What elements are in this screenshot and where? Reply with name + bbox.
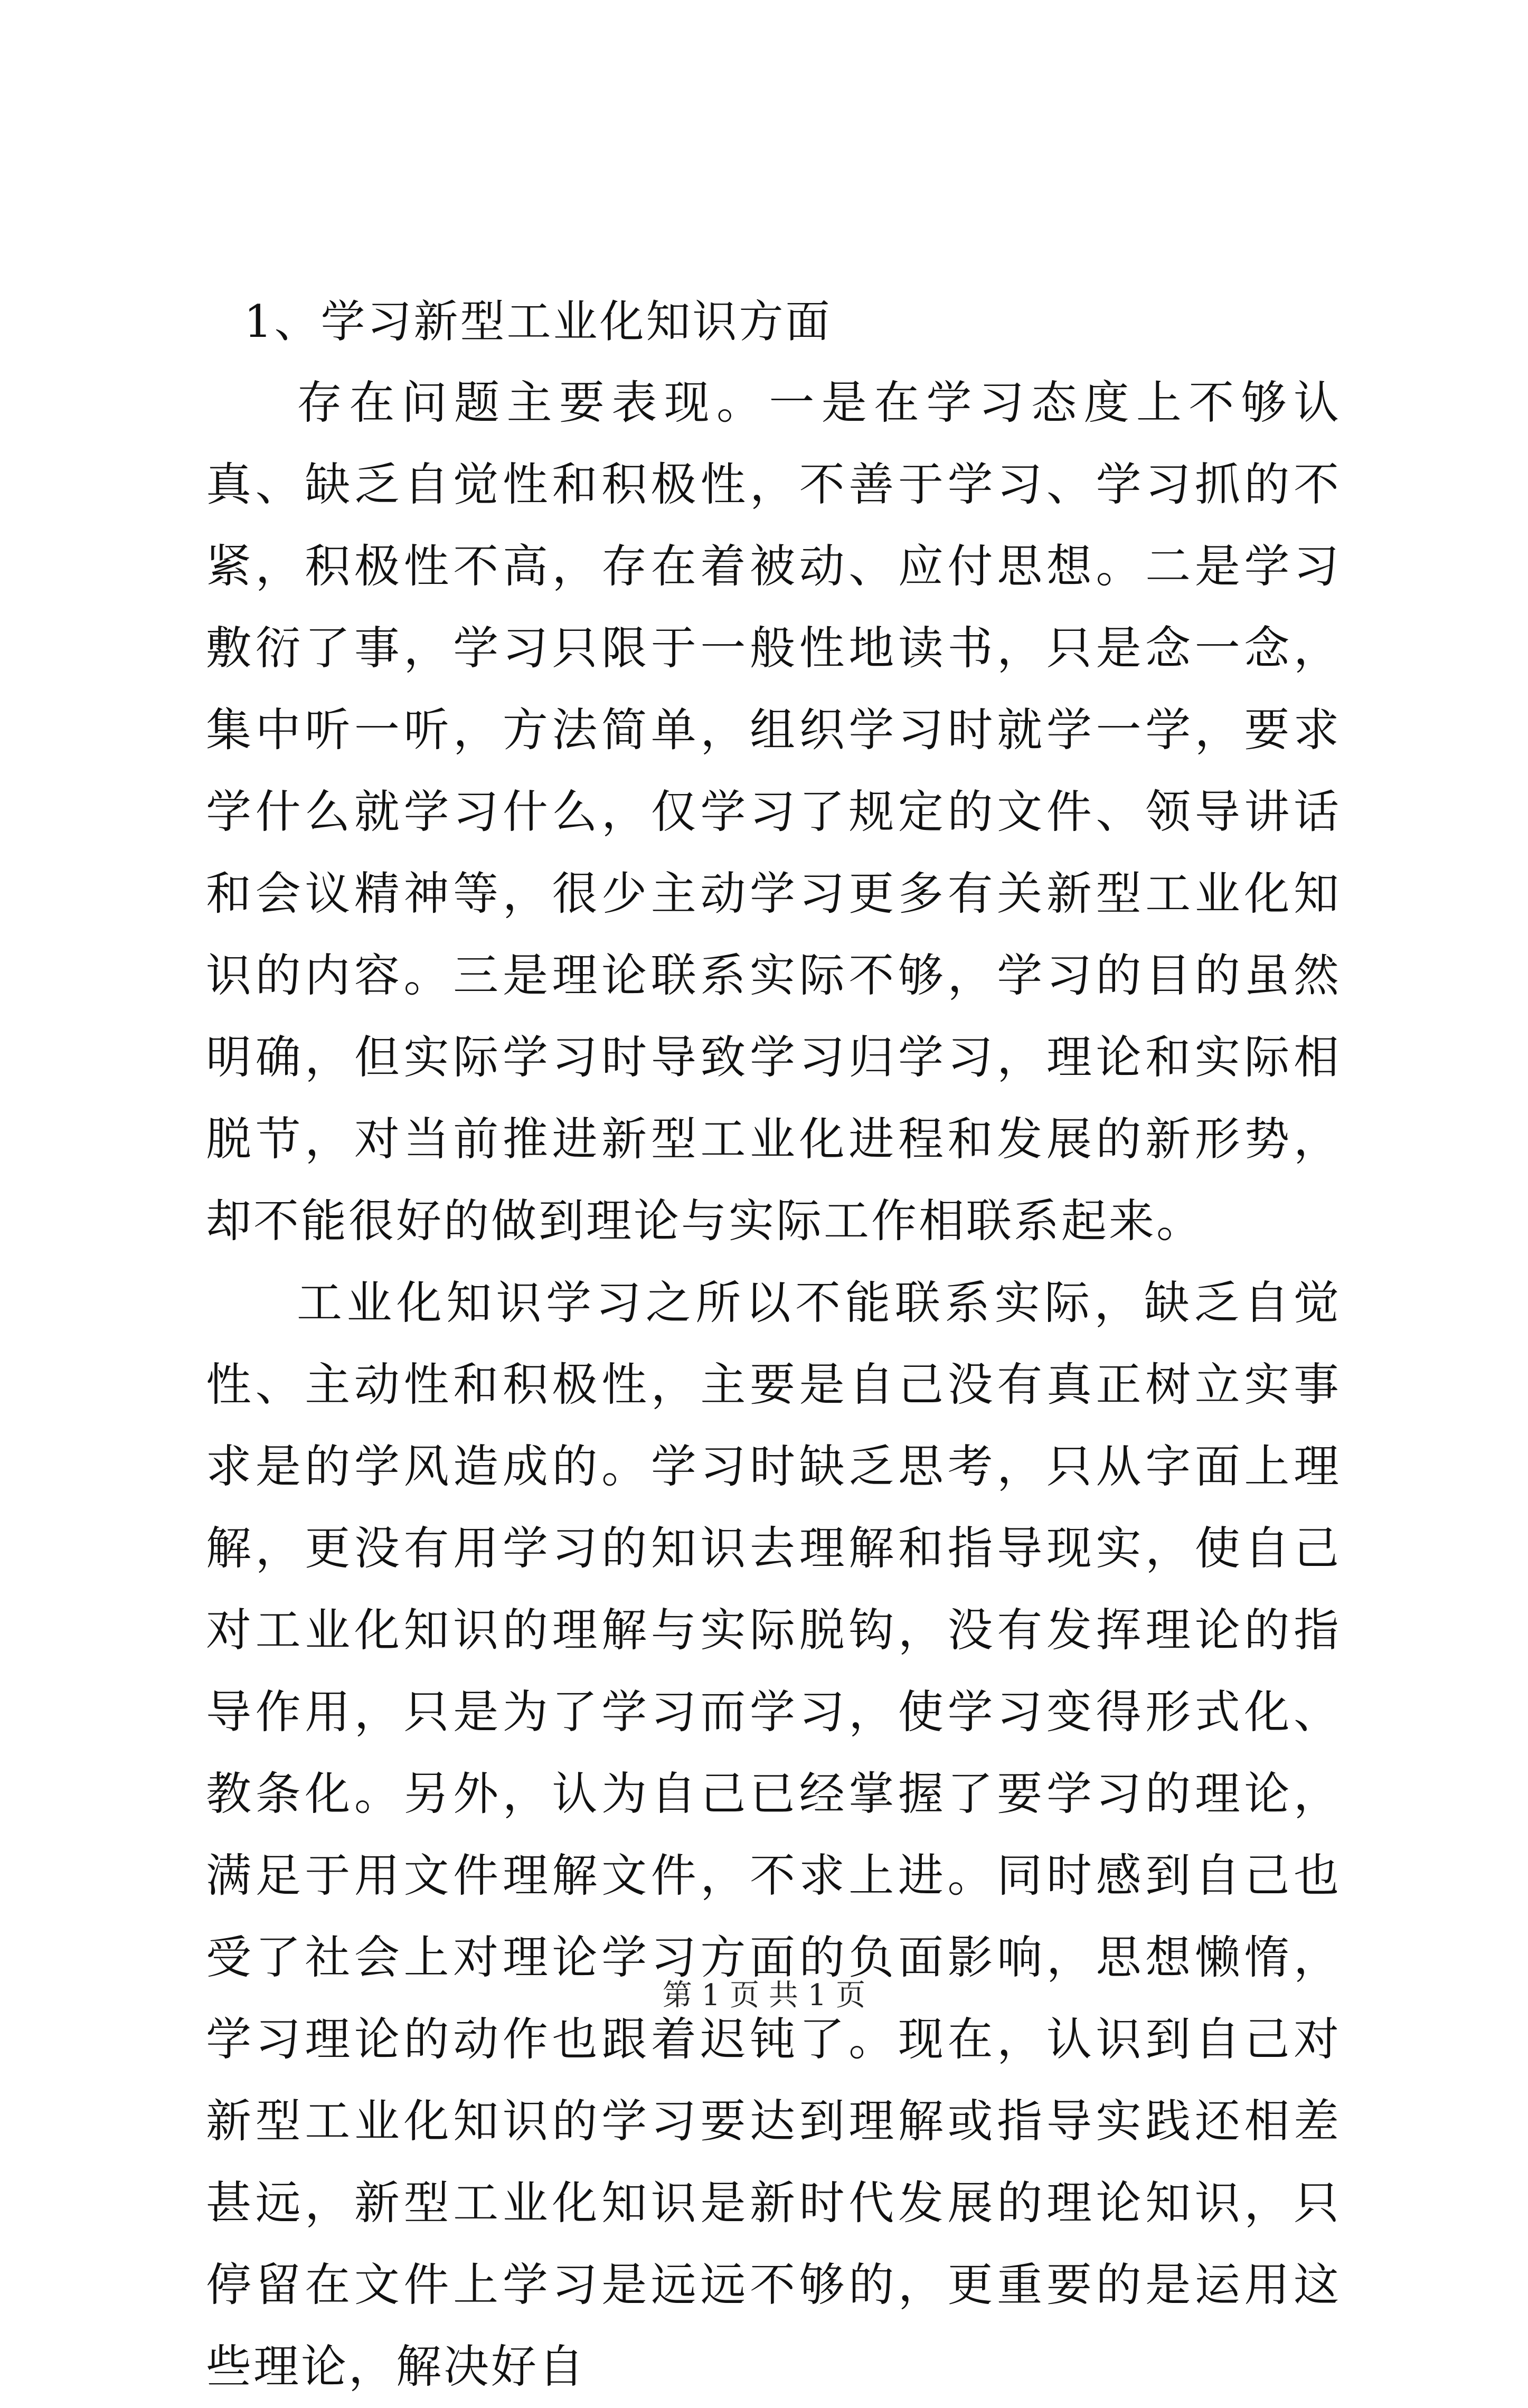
page-footer: 第 1 页 共 1 页 (662, 1978, 866, 2013)
document-body (206, 281, 1341, 2408)
paragraph-causes: 工业化知识学习之所以不能联系实际，缺乏自觉性、主动性和积极性，主要是自己没有真正树立实事求是的学风造成的。学习时缺乏思考，只从字面上理解，更没有用学习的知识去理解和指导现实，使自己对工业化知识的理解与实际脱钩，没有发挥理论的指导作用，只是为了学习而学习，使学习变得形式化、教条化。另外，认为自己已经掌握了要学习的理论，满足于用文件理解文件，不求上进。同时感到自己也受了社会上对理论学习方面的负面影响，思想懒惰，学习理论的动作也跟着迟钝了。现在，认识到自己对新型工业化知识的学习要达到理解或指导实践还相差甚远，新型工业化知识是新时代发展的理论知识，只停留在文件上学习是远远不够的，更重要的是运用这些理论，解决好自 (206, 1277, 1341, 2393)
section-heading: 1、学习新型工业化知识方面 (244, 296, 832, 347)
paragraph-problems: 存在问题主要表现。一是在学习态度上不够认真、缺乏自觉性和积极性，不善于学习、学习抓的不紧，积极性不高，存在着被动、应付思想。二是学习敷衍了事，学习只限于一般性地读书，只是念一念，集中听一听，方法简单，组织学习时就学一学，要求学什么就学习什么，仅学习了规定的文件、领导讲话和会议精神等，很少主动学习更多有关新型工业化知识的内容。三是理论联系实际不够，学习的目的虽然明确，但实际学习时导致学习归学习，理论和实际相脱节，对当前推进新型工业化进程和发展的新形势，却不能很好的做到理论与实际工作相联系起来。 (206, 376, 1341, 1248)
